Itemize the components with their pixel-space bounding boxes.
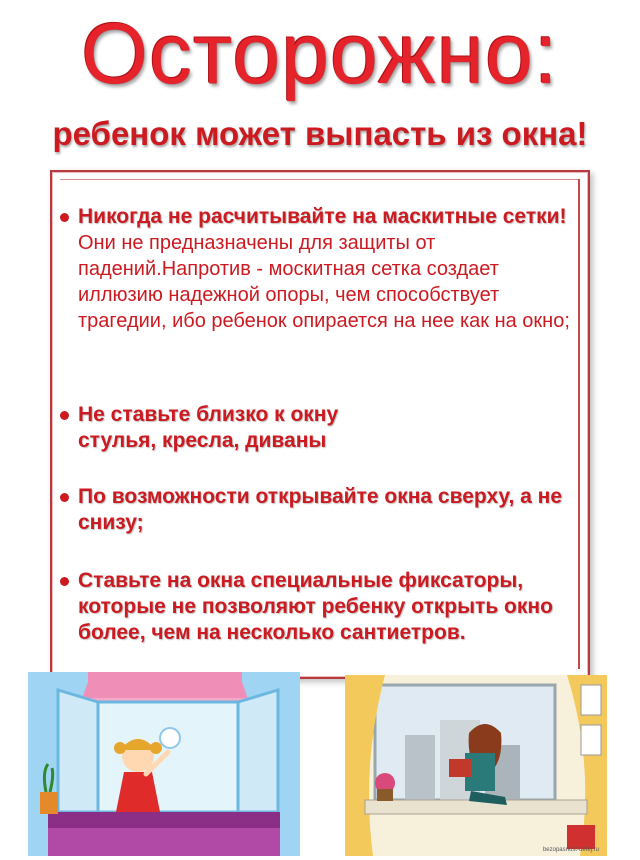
girl-at-window-illustration <box>28 672 300 856</box>
panel-top-rule <box>60 179 580 180</box>
bullet-icon <box>60 213 69 222</box>
bullet-icon <box>60 493 69 502</box>
advice-heading: Никогда не расчитывайте на маскитные сетки! <box>78 205 567 228</box>
advice-item <box>60 204 575 334</box>
advice-item <box>60 568 575 646</box>
windowsill-girl-icon <box>345 675 607 856</box>
advice-heading: Ставьте на окна специальные фиксаторы, которые не позволяют ребенку открыть окно более, чем на несколько сантиетров. <box>78 569 553 644</box>
window-girl-icon <box>28 672 300 856</box>
advice-heading: Не ставьте близко к окну стулья, кресла, диваны <box>78 403 339 452</box>
advice-item <box>60 484 575 536</box>
advice-heading: По возможности открывайте окна сверху, а не снизу; <box>78 485 563 534</box>
panel-right-rule <box>578 179 580 669</box>
image-credit: bezopasnost-detej.ru <box>542 847 599 853</box>
poster-subtitle: ребенок может выпасть из окна! <box>52 115 588 152</box>
girl-reading-illustration <box>345 675 607 856</box>
advice-panel <box>50 170 590 679</box>
bullet-icon <box>60 577 69 586</box>
poster-title: Осторожно: <box>81 6 559 102</box>
advice-item <box>60 402 575 454</box>
advice-body: Они не предназначены для защиты от падений.Напротив - москитная сетка создает иллюзию надежной опоры, чем способствует трагедии, ибо ребенок опирается на нее как на окно; <box>78 232 570 332</box>
bullet-icon <box>60 411 69 420</box>
